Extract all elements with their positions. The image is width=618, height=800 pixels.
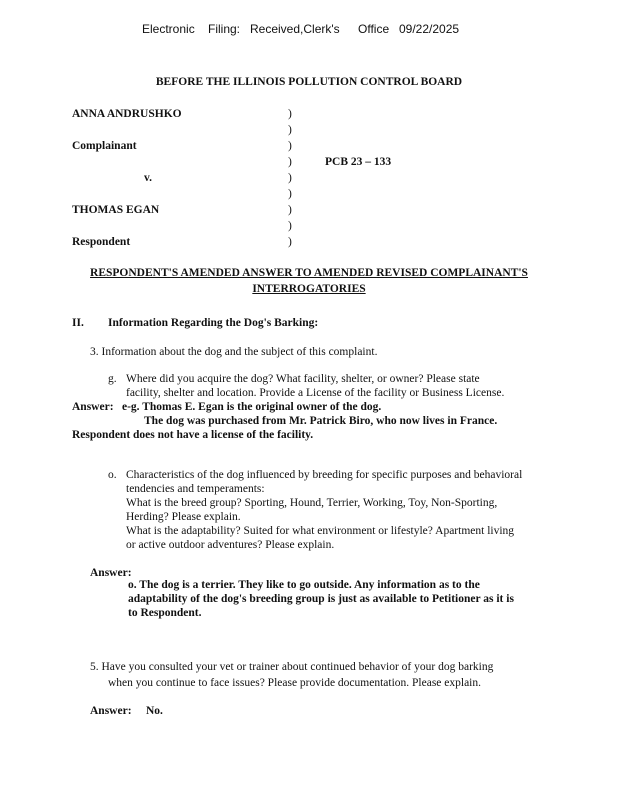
item-3-text: 3. Information about the dog and the subject of this complaint. — [90, 346, 378, 358]
header-office: Office — [358, 22, 390, 36]
answer-g-label: Answer: — [72, 401, 114, 413]
respondent-name: THOMAS EGAN — [72, 204, 160, 216]
item-g-marker: g. — [108, 373, 117, 385]
caption-paren: ) — [288, 220, 292, 232]
answer-o-line2: adaptability of the dog's breeding group is just as available to Petitioner as it is — [128, 593, 514, 605]
answer-g-line3: Respondent does not have a license of the facility. — [72, 429, 314, 441]
answer-g-line2: The dog was purchased from Mr. Patrick Biro, who now lives in France. — [144, 415, 498, 427]
caption-paren: ) — [288, 124, 292, 136]
answer-o-label: Answer: — [90, 567, 132, 579]
doc-title-line2: INTERROGATORIES — [252, 283, 366, 295]
header-date: 09/22/2025 — [399, 22, 460, 36]
caption-paren: ) — [288, 140, 292, 152]
item-o-line4: Herding? Please explain. — [126, 511, 241, 523]
doc-title-line1: RESPONDENT'S AMENDED ANSWER TO AMENDED REVISED COMPLAINANT'S — [90, 267, 528, 279]
item-o-line1: Characteristics of the dog influenced by breeding for specific purposes and behavioral — [126, 469, 523, 481]
caption-paren: ) — [288, 236, 292, 248]
item-o-marker: o. — [108, 469, 117, 481]
complainant-role: Complainant — [72, 140, 137, 152]
answer-g-line1: e-g. Thomas E. Egan is the original owner of the dog. — [122, 401, 382, 413]
versus-label: v. — [144, 172, 152, 184]
caption-paren: ) — [288, 172, 292, 184]
item-g-line1: Where did you acquire the dog? What facility, shelter, or owner? Please state — [126, 373, 480, 385]
header-electronic: Electronic — [142, 22, 195, 36]
answer-5-value: No. — [146, 705, 163, 717]
header-filing: Filing: — [208, 22, 241, 36]
item-g-line2: facility, shelter and location. Provide a License of the facility or Business License. — [126, 387, 505, 399]
section-number: II. — [72, 317, 84, 329]
answer-5-label: Answer: — [90, 705, 132, 717]
answer-o-line1: o. The dog is a terrier. They like to go outside. Any information as to the — [128, 579, 480, 591]
answer-o-line3: to Respondent. — [128, 607, 202, 619]
caption-paren: ) — [288, 204, 292, 216]
item-o-line6: or active outdoor adventures? Please explain. — [126, 539, 335, 551]
item-5-line2: when you continue to face issues? Please provide documentation. Please explain. — [108, 677, 482, 689]
item-o-line3: What is the breed group? Sporting, Hound, Terrier, Working, Toy, Non-Sporting, — [126, 497, 498, 509]
caption-paren: ) — [288, 108, 292, 120]
header-received: Received,Clerk's — [250, 22, 340, 36]
board-title: BEFORE THE ILLINOIS POLLUTION CONTROL BOARD — [155, 76, 463, 88]
caption-paren: ) — [288, 156, 292, 168]
section-title: Information Regarding the Dog's Barking: — [108, 317, 319, 329]
item-5-line1: 5. Have you consulted your vet or trainer about continued behavior of your dog barking — [90, 661, 494, 673]
respondent-role: Respondent — [72, 236, 131, 248]
case-number: PCB 23 – 133 — [325, 156, 392, 168]
item-o-line5: What is the adaptability? Suited for what environment or lifestyle? Apartment living — [126, 525, 515, 537]
complainant-name: ANNA ANDRUSHKO — [72, 108, 182, 120]
caption-paren: ) — [288, 188, 292, 200]
item-o-line2: tendencies and temperaments: — [126, 483, 265, 495]
